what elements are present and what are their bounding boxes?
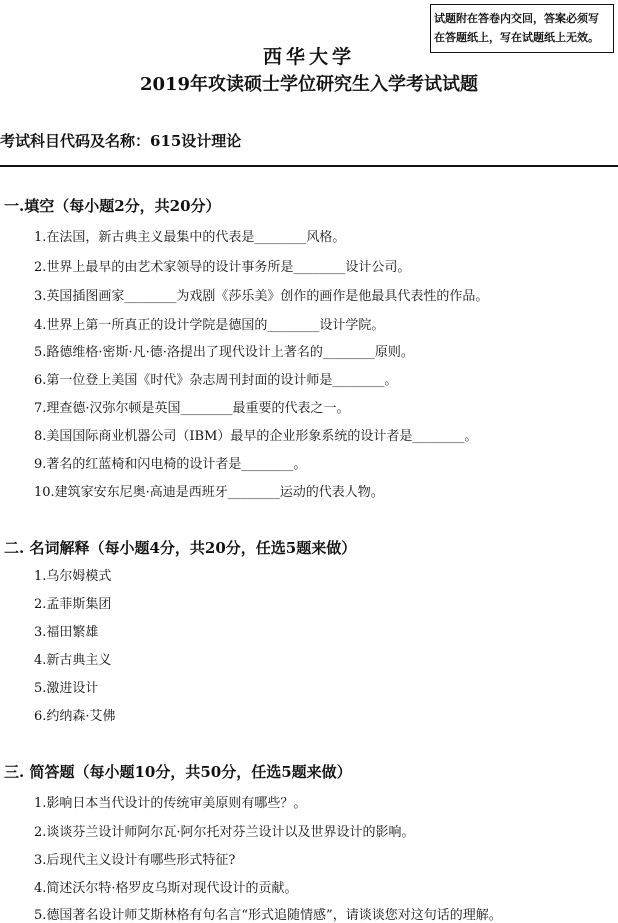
term-item: 6.约纳森·艾佛 bbox=[34, 709, 116, 724]
section-title: 一.填空（每小题2分，共20分） bbox=[4, 197, 221, 215]
subject-line: 考试科目代码及名称：615设计理论 bbox=[0, 132, 242, 150]
question-item: 9.著名的红蓝椅和闪电椅的设计者是________。 bbox=[34, 457, 307, 472]
term-item: 4.新古典主义 bbox=[34, 653, 112, 668]
notice-line-1: 试题附在答卷内交回，答案必须写 bbox=[434, 12, 599, 25]
question-item: 5.路德维格·密斯·凡·德·洛提出了现代设计上著名的________原则。 bbox=[34, 345, 414, 360]
term-item: 5.激进设计 bbox=[34, 681, 99, 696]
term-item: 3.福田繁雄 bbox=[34, 625, 99, 640]
question-item: 7.理查德·汉弥尔顿是英国________最重要的代表之一。 bbox=[34, 401, 350, 416]
question-item: 4.世界上第一所真正的设计学院是德国的________设计学院。 bbox=[34, 318, 385, 333]
question-item: 8.美国国际商业机器公司（IBM）最早的企业形象系统的设计者是________。 bbox=[34, 429, 478, 444]
exam-title: 2019年攻读硕士学位研究生入学考试试题 bbox=[139, 74, 479, 95]
divider bbox=[0, 165, 618, 167]
question-item: 5.德国著名设计师艾斯林格有句名言“形式追随情感”，请谈谈您对这句话的理解。 bbox=[34, 908, 502, 923]
term-item: 1.乌尔姆模式 bbox=[34, 569, 112, 584]
school-name: 西华大学 bbox=[262, 46, 355, 68]
section-title: 二. 名词解释（每小题4分，共20分，任选5题来做） bbox=[4, 539, 357, 557]
question-item: 1.影响日本当代设计的传统审美原则有哪些？。 bbox=[34, 796, 307, 811]
question-item: 2.谈谈芬兰设计师阿尔瓦·阿尔托对芬兰设计以及世界设计的影响。 bbox=[34, 825, 415, 840]
question-item: 3.后现代主义设计有哪些形式特征? bbox=[34, 853, 236, 868]
question-item: 2.世界上最早的由艺术家领导的设计事务所是________设计公司。 bbox=[34, 260, 411, 275]
question-item: 3.英国插图画家________为戏剧《莎乐美》创作的画作是他最具代表性的作品。 bbox=[34, 289, 489, 304]
question-item: 4.简述沃尔特·格罗皮乌斯对现代设计的贡献。 bbox=[34, 881, 298, 896]
question-item: 1.在法国，新古典主义最集中的代表是________风格。 bbox=[34, 230, 346, 245]
question-item: 6.第一位登上美国《时代》杂志周刊封面的设计师是________。 bbox=[34, 373, 398, 388]
section-title: 三. 简答题（每小题10分，共50分，任选5题来做） bbox=[4, 763, 352, 781]
notice-line-2: 在答题纸上，写在试题纸上无效。 bbox=[434, 31, 599, 44]
question-item: 10.建筑家安东尼奥·高迪是西班牙________运动的代表人物。 bbox=[34, 485, 384, 500]
term-item: 2.孟菲斯集团 bbox=[34, 597, 112, 612]
